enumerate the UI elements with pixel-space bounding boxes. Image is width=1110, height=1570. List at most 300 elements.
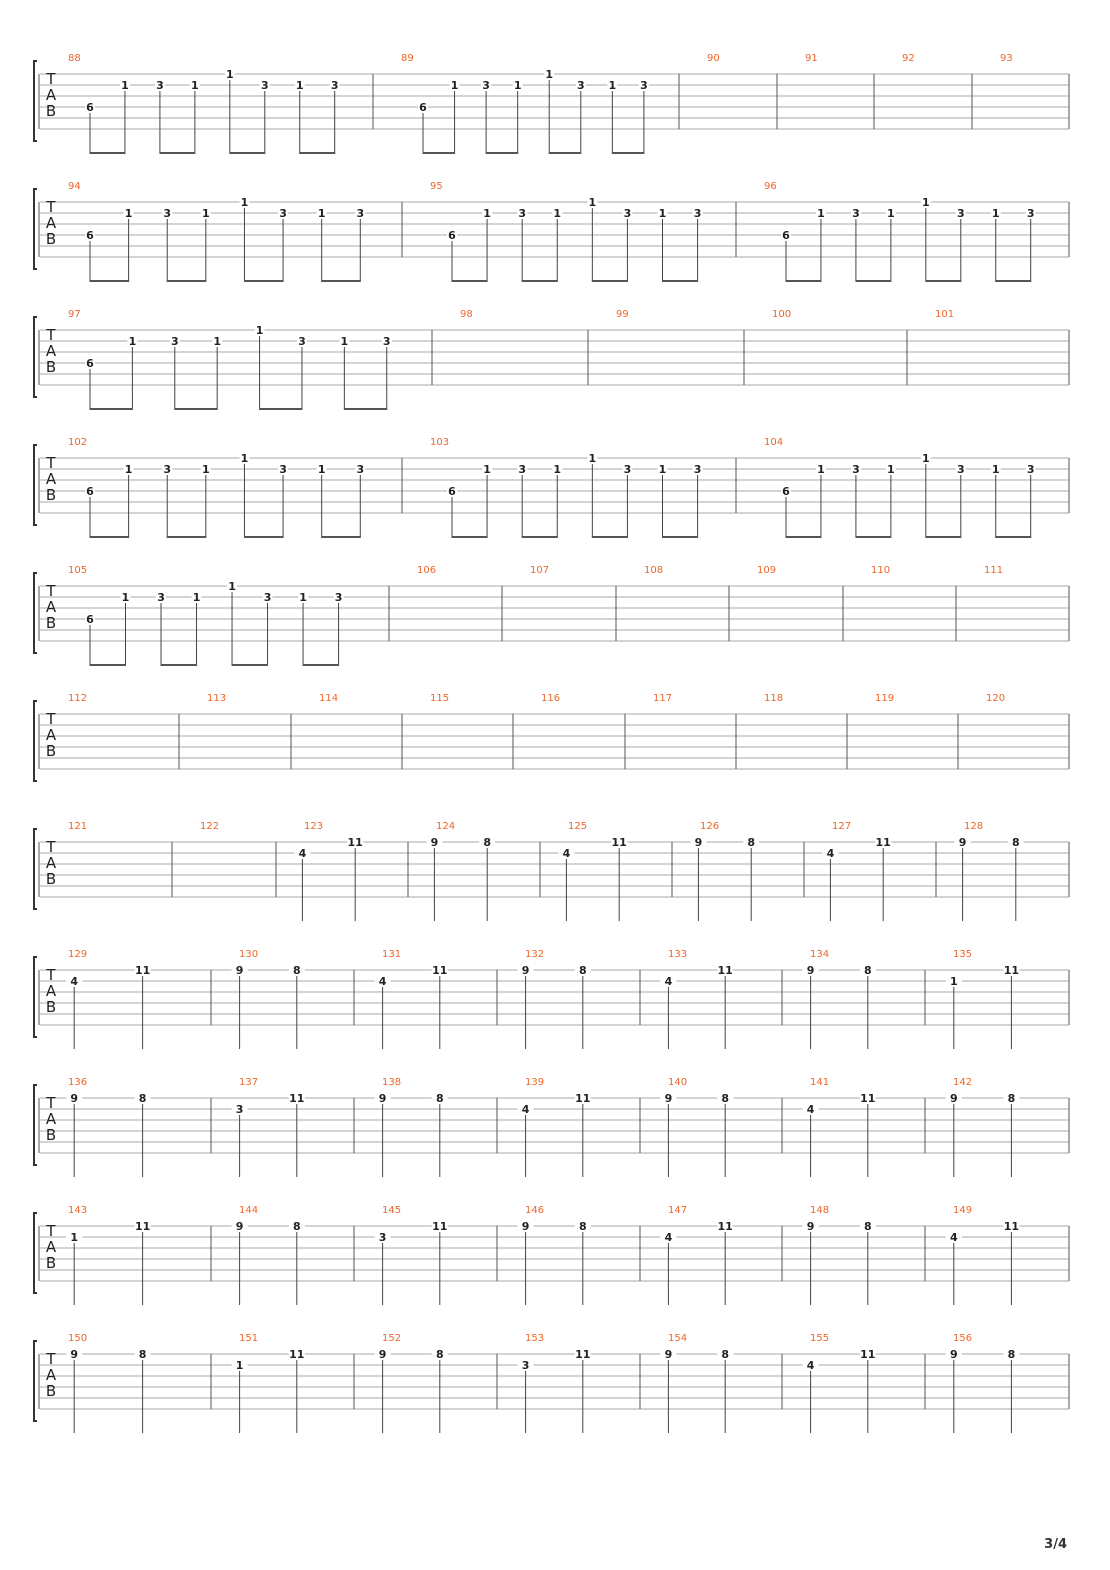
measure [66,1077,150,1177]
measure-number: 108 [644,565,664,576]
measure [68,437,365,537]
fret-number: 8 [863,1220,872,1233]
fret-number: 8 [1007,1348,1016,1361]
fret-number: 3 [576,79,585,92]
tab-clef-icon [45,1222,56,1272]
fret-number: 8 [138,1092,147,1105]
tab-clef-letter: A [45,854,57,872]
measure [772,309,791,320]
measure-number: 110 [871,565,891,576]
fret-number: 8 [435,1092,444,1105]
fret-number: 11 [575,1348,591,1361]
fret-number: 1 [658,207,667,220]
fret-number: 8 [863,964,872,977]
fret-number: 3 [640,79,648,92]
measure [518,1077,591,1177]
measure-number: 156 [953,1333,973,1344]
fret-number: 3 [521,1359,530,1372]
fret-number: 6 [86,101,94,114]
fret-number: 8 [1007,1092,1016,1105]
measure-number: 147 [668,1205,688,1216]
fret-number: 1 [608,79,617,92]
tab-clef-letter: A [45,86,57,104]
fret-number: 1 [817,463,825,476]
fret-number: 1 [513,79,522,92]
measure [541,693,560,704]
bracket-icon [34,1085,37,1165]
measure [764,693,783,704]
measure [518,1205,591,1305]
fret-number: 1 [121,591,130,604]
measure-number: 143 [68,1205,88,1216]
fret-number: 3 [279,207,287,220]
tab-clef-letter: B [45,1254,57,1272]
fret-number: 9 [378,1348,387,1361]
tab-system [34,1333,1069,1433]
fret-number: 11 [875,836,891,849]
measure [803,949,876,1049]
measure-number: 94 [68,181,81,192]
fret-number: 4 [298,847,307,860]
fret-number: 9 [806,1220,815,1233]
fret-number: 1 [887,207,895,220]
tab-clef-letter: T [46,454,56,472]
tab-clef-icon [45,326,56,376]
fret-number: 11 [575,1092,591,1105]
measure-number: 115 [430,693,450,704]
measure [764,181,1036,281]
fret-number: 6 [782,485,790,498]
measure-number: 126 [700,821,720,832]
fret-number: 6 [86,613,94,626]
tab-clef-letter: T [46,582,56,600]
fret-number: 1 [450,79,459,92]
measure-number: 141 [810,1077,830,1088]
measure-number: 134 [810,949,830,960]
fret-number: 3 [1026,463,1035,476]
fret-number: 3 [157,591,165,604]
fret-number: 9 [949,1092,958,1105]
fret-number: 1 [192,591,201,604]
measure-number: 106 [417,565,437,576]
measure-number: 128 [964,821,984,832]
fret-number: 9 [70,1092,79,1105]
measure-number: 155 [810,1333,830,1344]
measure [644,565,663,576]
fret-number: 6 [419,101,427,114]
fret-number: 3 [956,463,965,476]
fret-number: 3 [623,207,632,220]
tab-clef-letter: B [45,742,57,760]
measure [822,821,891,921]
fret-number: 11 [1003,1220,1020,1233]
fret-number: 4 [826,847,835,860]
measure-number: 91 [805,53,818,64]
fret-number: 1 [228,580,236,593]
fret-number: 1 [340,335,349,348]
bracket-icon [34,317,37,397]
fret-number: 3 [956,207,965,220]
fret-number: 11 [611,836,627,849]
tab-system [34,821,1069,921]
fret-number: 3 [518,207,526,220]
tab-clef-letter: B [45,1126,57,1144]
fret-number: 1 [202,463,210,476]
measure [66,1333,150,1433]
measure-number: 146 [525,1205,545,1216]
fret-number: 3 [279,463,287,476]
measure-number: 142 [953,1077,973,1088]
fret-number: 6 [86,485,94,498]
measure-number: 92 [902,53,915,64]
measure [68,565,344,665]
fret-number: 3 [260,79,269,92]
fret-number: 3 [518,463,526,476]
fret-number: 6 [448,485,456,498]
fret-number: 4 [806,1359,815,1372]
tab-clef-letter: B [45,486,57,504]
measure [68,309,392,409]
measure [707,53,720,64]
fret-number: 11 [347,836,363,849]
tab-clef-letter: A [45,1366,57,1384]
measure-number: 102 [68,437,88,448]
fret-number: 9 [694,836,703,849]
tab-clef-letter: B [45,230,57,248]
fret-number: 3 [163,463,172,476]
measure [946,1333,1020,1433]
measure [653,693,672,704]
measure [232,949,305,1049]
measure-number: 144 [239,1205,259,1216]
fret-number: 1 [588,196,597,209]
measure [902,53,915,64]
bracket-icon [34,189,37,269]
fret-number: 3 [356,207,365,220]
fret-number: 1 [70,1231,79,1244]
tab-clef-letter: A [45,982,57,1000]
measure-number: 117 [653,693,673,704]
measure-number: 112 [68,693,88,704]
measure [946,949,1020,1049]
fret-number: 11 [134,1220,151,1233]
fret-number: 8 [721,1092,730,1105]
fret-number: 9 [70,1348,79,1361]
fret-number: 1 [295,79,304,92]
measure-number: 148 [810,1205,830,1216]
measure-number: 90 [707,53,720,64]
fret-number: 1 [922,196,930,209]
fret-number: 1 [483,463,491,476]
measure [401,53,649,153]
measure-number: 113 [207,693,227,704]
measure [518,1333,591,1433]
measure-number: 136 [68,1077,88,1088]
measure-number: 152 [382,1333,402,1344]
tab-clef-icon [45,582,56,632]
fret-number: 1 [991,463,1000,476]
fret-number: 4 [70,975,79,988]
fret-number: 1 [588,452,597,465]
measure [986,693,1005,704]
fret-number: 8 [483,836,492,849]
fret-number: 1 [202,207,210,220]
measure-number: 138 [382,1077,402,1088]
measure [660,1333,733,1433]
tab-clef-icon [45,70,56,120]
tab-system [34,1077,1069,1177]
tab-clef-icon [45,1350,56,1400]
fret-number: 6 [448,229,456,242]
fret-number: 3 [298,335,306,348]
measure [757,565,776,576]
measure-number: 120 [986,693,1006,704]
tab-clef-icon [45,966,56,1016]
measure-number: 131 [382,949,402,960]
measure [955,821,1024,921]
fret-number: 9 [664,1348,673,1361]
fret-number: 1 [991,207,1000,220]
fret-number: 3 [693,463,702,476]
fret-number: 3 [235,1103,244,1116]
measure [375,949,448,1049]
fret-number: 1 [553,463,562,476]
bracket-icon [34,1213,37,1293]
measure-number: 89 [401,53,414,64]
fret-number: 1 [887,463,895,476]
fret-number: 3 [482,79,490,92]
tab-clef-letter: B [45,870,57,888]
measure-number: 103 [430,437,450,448]
fret-number: 3 [852,207,860,220]
fret-number: 1 [922,452,930,465]
measure [935,309,954,320]
fret-number: 9 [235,1220,244,1233]
fret-number: 9 [949,1348,958,1361]
measure [68,53,340,153]
page-number: 3/4 [1044,1537,1067,1552]
tab-clef-letter: B [45,102,57,120]
measure [984,565,1003,576]
fret-number: 6 [782,229,790,242]
measure [871,565,890,576]
measure-number: 150 [68,1333,88,1344]
fret-number: 3 [170,335,179,348]
tab-system [34,53,1069,153]
tab-clef-icon [45,454,56,504]
tab-clef-icon [45,1094,56,1144]
measure-number: 140 [668,1077,688,1088]
fret-number: 11 [860,1092,876,1105]
measure [232,1333,305,1433]
measure [430,181,703,281]
measure-number: 114 [319,693,339,704]
fret-number: 1 [124,207,133,220]
measure-number: 151 [239,1333,259,1344]
bracket-icon [34,61,37,141]
measure [66,1205,150,1305]
fret-number: 1 [191,79,199,92]
measure-number: 116 [541,693,561,704]
measure-number: 130 [239,949,259,960]
fret-number: 1 [124,463,133,476]
measure-number: 93 [1000,53,1013,64]
tab-clef-icon [45,198,56,248]
tab-clef-letter: T [46,70,56,88]
tab-clef-letter: B [45,1382,57,1400]
tab-clef-letter: T [46,1222,56,1240]
tab-clef-letter: T [46,198,56,216]
fret-number: 8 [721,1348,730,1361]
fret-number: 4 [949,1231,958,1244]
fret-number: 8 [138,1348,147,1361]
fret-number: 4 [806,1103,815,1116]
tab-clef-letter: T [46,966,56,984]
measure [430,437,703,537]
fret-number: 3 [1026,207,1035,220]
measure-number: 121 [68,821,88,832]
measure [294,821,363,921]
fret-number: 3 [693,207,702,220]
measure-number: 99 [616,309,629,320]
fret-number: 9 [378,1092,387,1105]
measure [558,821,627,921]
fret-number: 8 [1011,836,1020,849]
measure [430,693,449,704]
fret-number: 1 [949,975,958,988]
measure-number: 127 [832,821,852,832]
measure [690,821,759,921]
fret-number: 1 [817,207,825,220]
tab-clef-letter: B [45,998,57,1016]
fret-number: 11 [432,964,448,977]
fret-number: 1 [128,335,137,348]
measure-number: 133 [668,949,688,960]
fret-number: 8 [747,836,756,849]
fret-number: 11 [289,1092,305,1105]
fret-number: 6 [86,357,94,370]
tab-clef-letter: A [45,342,57,360]
fret-number: 8 [435,1348,444,1361]
measure [417,565,436,576]
tab-clef-letter: A [45,1110,57,1128]
measure-number: 154 [668,1333,688,1344]
fret-number: 8 [578,964,587,977]
fret-number: 3 [156,79,164,92]
measure-number: 124 [436,821,456,832]
tab-clef-letter: A [45,598,57,616]
fret-number: 1 [483,207,491,220]
tab-system [34,437,1069,537]
fret-number: 1 [235,1359,244,1372]
measure [68,181,365,281]
tab-system [34,949,1069,1049]
bracket-icon [34,1341,37,1421]
measure [68,821,87,832]
measure [200,821,219,832]
measure [803,1333,876,1433]
bracket-icon [34,573,37,653]
fret-number: 1 [658,463,667,476]
measure [946,1205,1020,1305]
measure-number: 104 [764,437,784,448]
fret-number: 9 [521,1220,530,1233]
fret-number: 6 [86,229,94,242]
tab-clef-letter: A [45,1238,57,1256]
fret-number: 1 [121,79,129,92]
measure-number: 88 [68,53,81,64]
measure [875,693,894,704]
measure [232,1205,305,1305]
fret-number: 1 [213,335,222,348]
measure [375,1333,448,1433]
measure-number: 135 [953,949,973,960]
measure [660,1205,733,1305]
bracket-icon [34,829,37,909]
tab-system [34,181,1069,281]
fret-number: 1 [317,463,326,476]
measure [660,949,733,1049]
tab-system [34,693,1069,781]
fret-number: 4 [664,975,673,988]
measure-number: 153 [525,1333,545,1344]
measure-number: 139 [525,1077,545,1088]
measure [803,1077,876,1177]
measure-number: 125 [568,821,588,832]
tab-system [34,1205,1069,1305]
fret-number: 4 [562,847,571,860]
fret-number: 9 [806,964,815,977]
tab-clef-icon [45,710,56,760]
tab-clef-icon [45,838,56,888]
tab-clef-letter: T [46,838,56,856]
tab-clef-letter: B [45,358,57,376]
fret-number: 11 [860,1348,876,1361]
fret-number: 4 [521,1103,530,1116]
fret-number: 8 [292,1220,301,1233]
bracket-icon [34,957,37,1037]
tab-clef-letter: T [46,1350,56,1368]
fret-number: 1 [255,324,264,337]
tab-clef-letter: T [46,710,56,728]
fret-number: 3 [852,463,860,476]
measure-number: 111 [984,565,1004,576]
fret-number: 1 [240,452,249,465]
fret-number: 1 [226,68,234,81]
measure-number: 107 [530,565,550,576]
measure [803,1205,876,1305]
measure [375,1077,448,1177]
fret-number: 8 [578,1220,587,1233]
measure-number: 101 [935,309,955,320]
bracket-icon [34,701,37,781]
measure [232,1077,305,1177]
fret-number: 8 [292,964,301,977]
fret-number: 9 [664,1092,673,1105]
measure-number: 123 [304,821,324,832]
measure [207,693,226,704]
fret-number: 1 [299,591,307,604]
fret-number: 11 [717,1220,733,1233]
fret-number: 9 [430,836,439,849]
fret-number: 3 [356,463,365,476]
fret-number: 9 [958,836,967,849]
measure-number: 132 [525,949,545,960]
tab-clef-letter: T [46,326,56,344]
measure [616,309,629,320]
measure-number: 95 [430,181,443,192]
fret-number: 11 [134,964,151,977]
